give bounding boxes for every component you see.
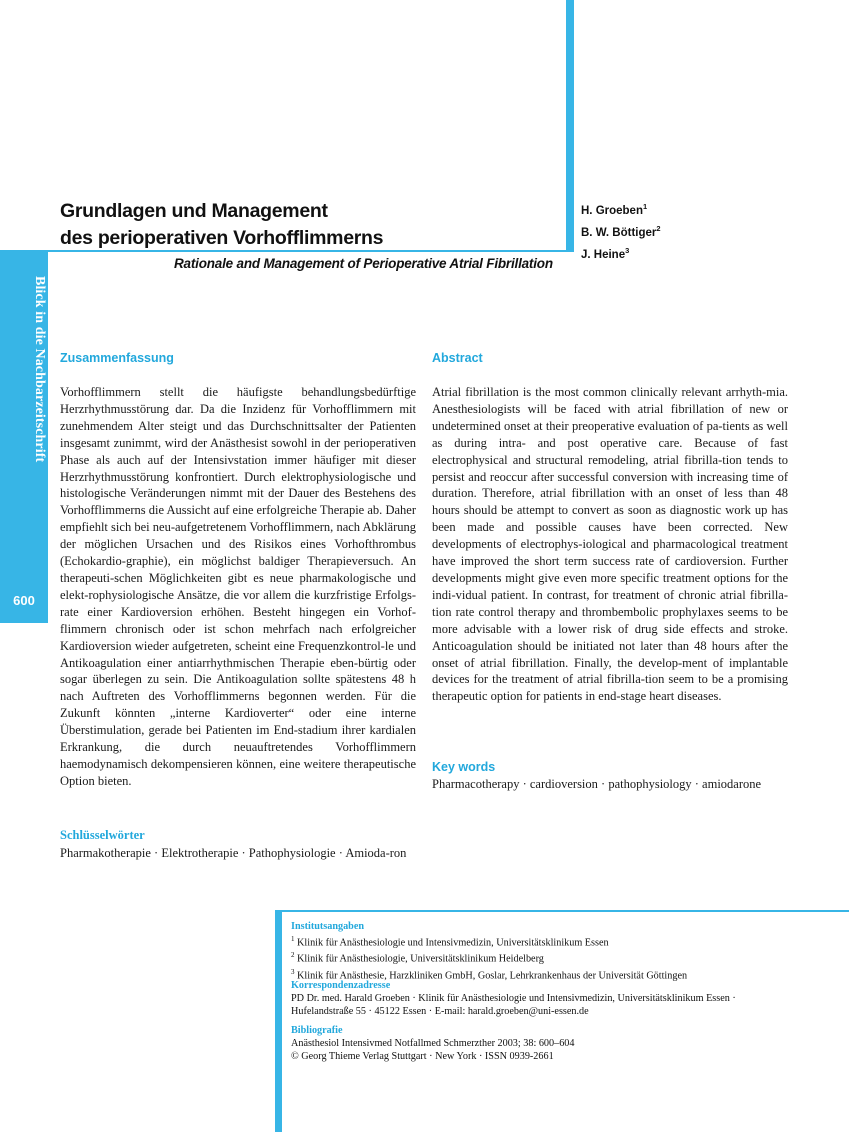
institutions — [291, 920, 831, 982]
institution-item: $^1$ Klinik für Anästhesiologie und Intensivmedizin, Universitätsklinikum Essen — [291, 935, 609, 949]
page-number: 600 — [13, 593, 35, 608]
abstract-body-en: Atrial fibrillation is the most common clinically relevant arrhyth-mia. Anesthesiologists will be faced with atrial fibrillation of new or undetermined onset at their preoperative evaluation of pa-tients as well as during intra- and post operative care. Because of fast electrophysical and structural remodeling, atrial fibrilla-tion tends to persist and reoccur after successful conversion with increasing time of duration. Therefore, atrial fibrillation with an onset of less than 48 hours should be attempt to convert as soon as diagnostic work up has been made and possible causes have been corrected. New developments of electrophys-iological and pharmacological treatment have improved the short term success rate of cardioversion. Further developments might give even more specific treatment options for the indi-vidual patient. In contrast, for treatment of chronic atrial fibrilla-tion rate control therapy and thrombembolic prophylaxes seems to be more advisable with a lower risk of drug side effects and stroke. Anticoagulation should be initiated not later than 48 hours after the onset of atrial fibrillation. Finally, the develop-ment of implantable devices for the treatment of atrial fibrilla-tion seem to be a promising therapeutic option for patients in end-stage heart diseases. — [432, 385, 788, 704]
correspondence-line: PD Dr. med. Harald Groeben · Klinik für Anästhesiologie und Intensivmedizin, Universitätsklinikum Essen · — [291, 993, 736, 1004]
author: B. W. Böttiger$^2$ — [581, 223, 661, 239]
correspondence — [291, 979, 831, 1018]
info-box-bar — [275, 910, 282, 1132]
info-box-rule — [275, 910, 849, 912]
author-list — [581, 198, 661, 263]
author: J. Heine$^3$ — [581, 245, 630, 261]
bibliography-line: Anästhesiol Intensivmed Notfallmed Schmerzther 2003; 38: 600–604 — [291, 1038, 575, 1049]
summary-body-de: Vorhofflimmern stellt die häufigste behandlungsbedürftige Herzrhythmusstörung dar. Da die Inzidenz für Vorhofflimmern mit zunehmendem Alter steigt und das Durchschnittsalter der Patienten insgesamt zunimmt, wird der Anästhesist sowohl in der perioperativen Phase als auch auf der Intensivstation immer häufiger mit dieser Herzrhythmusstörung konfrontiert. Durch elektrophysiologische und histologische Veränderungen nimmt mit der Dauer des Bestehens des Vorhofflimmerns die Aussicht auf eine erfolgreiche Therapie ab. Daher empfiehlt sich bei neu-aufgetretenem Vorhofflimmern, nach Abklärung der möglichen Ursachen und des Risikos eines Vorhofthrombus (Echokardio-graphie), ein möglichst baldiger Therapieversuch. An therapeuti-schen Möglichkeiten gibt es neue pharmakologische und elekt-rophysiologische Ansätze, die vor allem die kurzfristige Erfolgs-rate einer Kardioversion erhöhen. Besteht hingegen ein Vorhof-flimmern chronisch oder ist schon mehrfach nach erfolgreicher Kardioversion wieder aufgetreten, scheint eine Frequenzkontrol-le und Antikoagulation einer antiarrhythmischen Therapie eben-bürtig oder sogar überlegen zu sein. Die Antikoagulation sollte spätestens 48 h nach Auftreten des Vorhofflimmerns begonnen werden. Für die Zukunft könnten „interne Kardioverter“ oder eine interne Überstimulation, gerade bei Patienten im End-stadium ihrer kardialen Erkrankung, die durch neuauftretendes Vorhofflimmern haemodynamisch dekompensieren können, eine weitere therapeutische Option bieten. — [60, 385, 416, 788]
institutions-heading: Institutsangaben — [291, 921, 365, 932]
title-line-1: Grundlagen und Management — [60, 200, 328, 222]
bibliography-line: © Georg Thieme Verlag Stuttgart · New York · ISSN 0939-2661 — [291, 1051, 554, 1062]
keywords-heading-en: Key words — [432, 760, 496, 774]
title-line-2: des perioperativen Vorhofflimmerns — [60, 227, 384, 249]
keywords-en: Pharmacotherapy · cardioversion · pathophysiology · amiodarone — [432, 777, 762, 791]
summary-heading-de: Zusammenfassung — [60, 351, 174, 365]
abstract-heading-en: Abstract — [432, 351, 483, 365]
keywords-heading-de: Schlüsselwörter — [60, 828, 145, 842]
correspondence-line: Hufelandstraße 55 · 45122 Essen · E-mail: harald.groeben@uni-essen.de — [291, 1006, 589, 1017]
author: H. Groeben$^1$ — [581, 202, 648, 217]
keywords-de: Pharmakotherapie · Elektrotherapie · Pathophysiologie · Amioda-ron — [60, 846, 407, 860]
institution-item: $^3$ Klinik für Anästhesie, Harzkliniken GmbH, Goslar, Lehrkrankenhaus der Universität Göttingen — [291, 967, 688, 982]
article-title — [60, 198, 560, 252]
top-accent-bar — [566, 0, 574, 251]
bibliography-heading: Bibliografie — [291, 1025, 343, 1036]
correspondence-heading: Korrespondenzadresse — [291, 980, 391, 991]
english-title: Rationale and Management of Perioperative Atrial Fibrillation — [174, 256, 553, 271]
bibliography — [291, 1024, 831, 1063]
institution-item: $^2$ Klinik für Anästhesiologie, Universitätsklinikum Heidelberg — [291, 951, 544, 965]
section-label: Blick in die Nachbarzeitschrift — [32, 276, 47, 463]
